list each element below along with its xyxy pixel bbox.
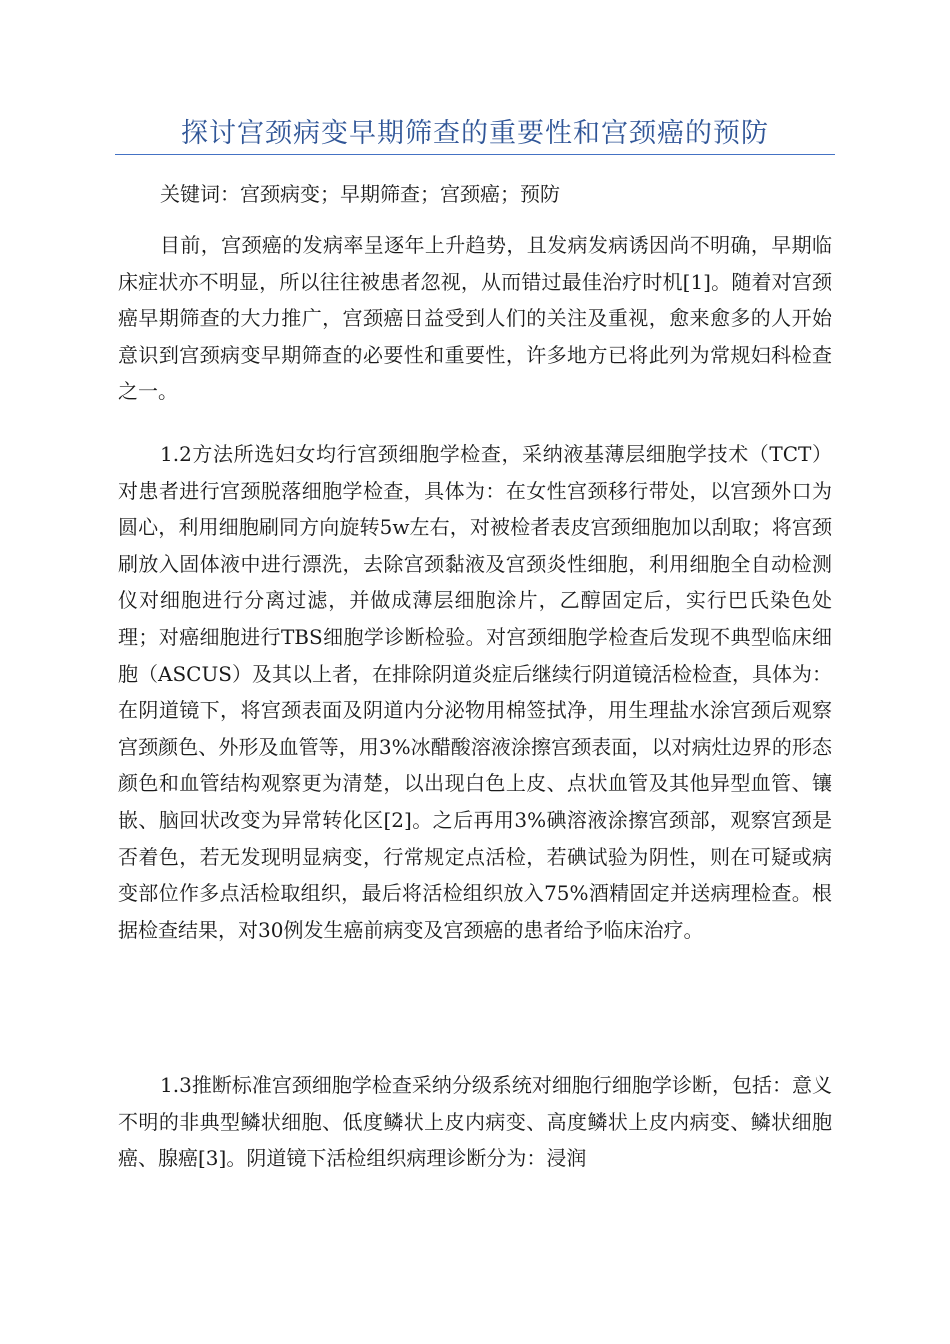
title-underline (115, 154, 835, 155)
keywords-line: 关键词：宫颈病变；早期筛查；宫颈癌；预防 (160, 182, 560, 206)
paragraph-intro: 目前，宫颈癌的发病率呈逐年上升趋势，且发病发病诱因尚不明确，早期临床症状亦不明显，所以往往被患者忽视，从而错过最佳治疗时机[1]。随着对宫颈癌早期筛查的大力推广，宫颈癌日益受到人们的关注及重视，愈来愈多的人开始意识到宫颈病变早期筛查的必要性和重要性，许多地方已将此列为常规妇科检查之一。 (118, 233, 832, 404)
document-title: 探讨宫颈病变早期筛查的重要性和宫颈癌的预防 (181, 118, 769, 149)
paragraph-criteria: 1.3推断标准宫颈细胞学检查采纳分级系统对细胞行细胞学诊断，包括：意义不明的非典型鳞状细胞、低度鳞状上皮内病变、高度鳞状上皮内病变、鳞状细胞癌、腺癌[3]。阴道镜下活检组织病理诊断分为：浸润 (118, 1073, 832, 1171)
paragraph-method: 1.2方法所选妇女均行宫颈细胞学检查，采纳液基薄层细胞学技术（TCT）对患者进行宫颈脱落细胞学检查，具体为：在女性宫颈移行带处，以宫颈外口为圆心，利用细胞刷同方向旋转5w左右，对被检者表皮宫颈细胞加以刮取；将宫颈刷放入固体液中进行漂洗，去除宫颈黏液及宫颈炎性细胞，利用细胞全自动检测仪对细胞进行分离过滤，并做成薄层细胞涂片，乙醇固定后，实行巴氏染色处理；对癌细胞进行TBS细胞学诊断检验。对宫颈细胞学检查后发现不典型临床细胞（ASCUS）及其以上者，在排除阴道炎症后继续行阴道镜活检检查，具体为：在阴道镜下，将宫颈表面及阴道内分泌物用棉签拭净，用生理盐水涂宫颈后观察宫颈颜色、外形及血管等，用3%冰醋酸溶液涂擦宫颈表面，以对病灶边界的形态颜色和血管结构观察更为清楚，以出现白色上皮、点状血管及其他异型血管、镶嵌、脑回状改变为异常转化区[2]。之后再用3%碘溶液涂擦宫颈部，观察宫颈是否着色，若无发现明显病变，行常规定点活检，若碘试验为阴性，则在可疑或病变部位作多点活检取组织，最后将活检组织放入75%酒精固定并送病理检查。根据检查结果，对30例发生癌前病变及宫颈癌的患者给予临床治疗。 (118, 442, 833, 942)
